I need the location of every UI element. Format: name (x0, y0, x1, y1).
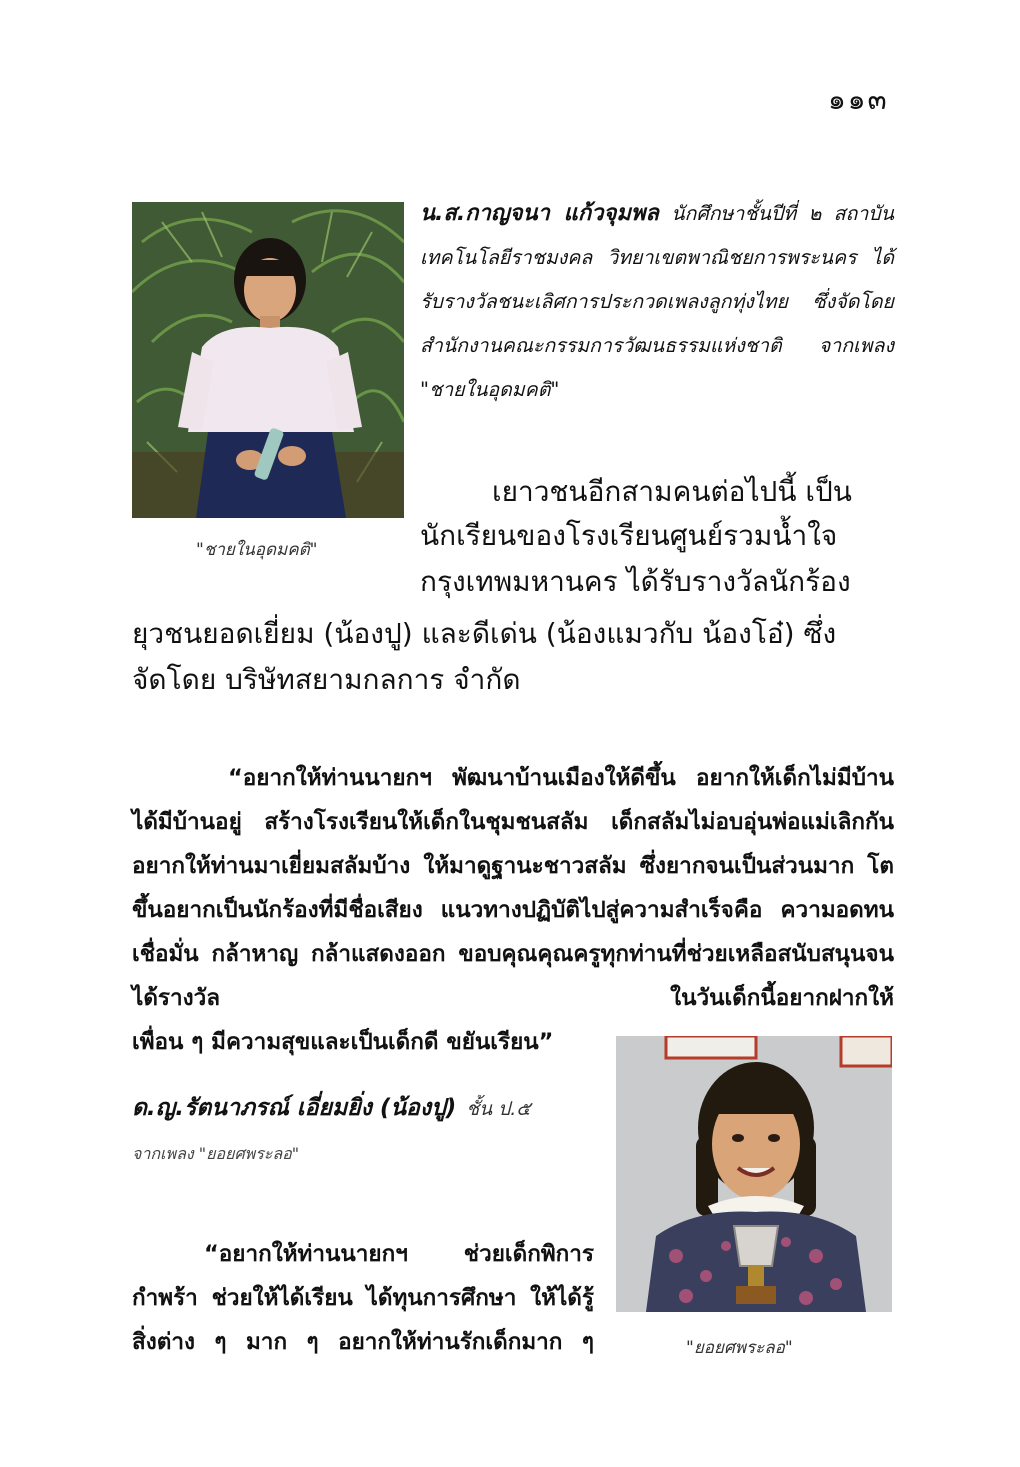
credit-1-song: จากเพลง "ยอยศพระลอ" (132, 1144, 300, 1163)
intro-line-2: นักเรียนของโรงเรียนศูนย์รวมน้ำใจ (420, 519, 838, 552)
bio-text: นักศึกษาชั้นปีที่ ๒ สถาบันเทคโนโลยีราชมงคล วิทยาเขตพาณิชยการพระนคร ได้รับรางวัลชนะเลิศการประกวดเพลงลูกทุ่งไทย ซึ่งจัดโดยสำนักงานคณะกรรมการวัฒนธรรมแห่งชาติ จากเพลง "ชายในอุดมคติ" (420, 202, 894, 401)
credit-1-grade: ชั้น ป.๕ (466, 1098, 531, 1120)
quote-1 (132, 756, 894, 1020)
credit-1 (132, 1090, 531, 1126)
intro-line-5: จัดโดย บริษัทสยามกลการ จำกัด (132, 663, 521, 696)
credit-1-name: ด.ญ.รัตนาภรณ์ เอี่ยมยิ่ง (น้องปู) (132, 1095, 457, 1121)
girl-trophy-photo (616, 1036, 892, 1312)
bio-paragraph (420, 192, 894, 412)
student-photo (132, 202, 404, 518)
quote-2-body: “อยากให้ท่านนายกฯ ช่วยเด็กพิการกำพร้า ช่วยให้ได้เรียน ได้ทุนการศึกษา ให้ได้รู้สิ่งต่าง ๆ มาก ๆ อยากให้ท่านรักเด็กมาก ๆ (132, 1241, 594, 1355)
intro-line-3: กรุงเทพมหานคร ได้รับรางวัลนักร้อง (420, 565, 851, 598)
quote-2 (132, 1232, 594, 1364)
page-number: ๑๑๓ (828, 83, 889, 116)
intro-line-1: เยาวชนอีกสามคนต่อไปนี้ เป็น (492, 475, 852, 508)
photo1-caption: "ชายในอุดมคติ" (196, 540, 318, 560)
quote-1-last-line: เพื่อน ๆ มีความสุขและเป็นเด็กดี ขยันเรียน” (132, 1029, 554, 1055)
quote-1-body: “อยากให้ท่านนายกฯ พัฒนาบ้านเมืองให้ดีขึ้น อยากให้เด็กไม่มีบ้านได้มีบ้านอยู่ สร้างโรงเรียนให้เด็กในชุมชนสลัม เด็กสลัมไม่อบอุ่นพ่อแม่เลิกกัน อยากให้ท่านมาเยี่ยมสลัมบ้าง ให้มาดูฐานะชาวสลัม ซึ่งยากจนเป็นส่วนมาก โตขึ้นอยากเป็นนักร้องที่มีชื่อเสียง แนวทางปฏิบัติไปสู่ความสำเร็จคือ ความอดทน เชื่อมั่น กล้าหาญ กล้าแสดงออก ขอบคุณคุณครูทุกท่านที่ช่วยเหลือสนับสนุนจนได้รางวัล ในวันเด็กนี้อยากฝากให้ (132, 765, 894, 1011)
intro-line-4: ยุวชนยอดเยี่ยม (น้องปู) และดีเด่น (น้องแมวกับ น้องโอ๋) ซึ่ง (132, 617, 837, 650)
student-name: น.ส.กาญจนา แก้วจุมพล (420, 201, 659, 226)
photo2-caption: "ยอยศพระลอ" (686, 1338, 793, 1358)
